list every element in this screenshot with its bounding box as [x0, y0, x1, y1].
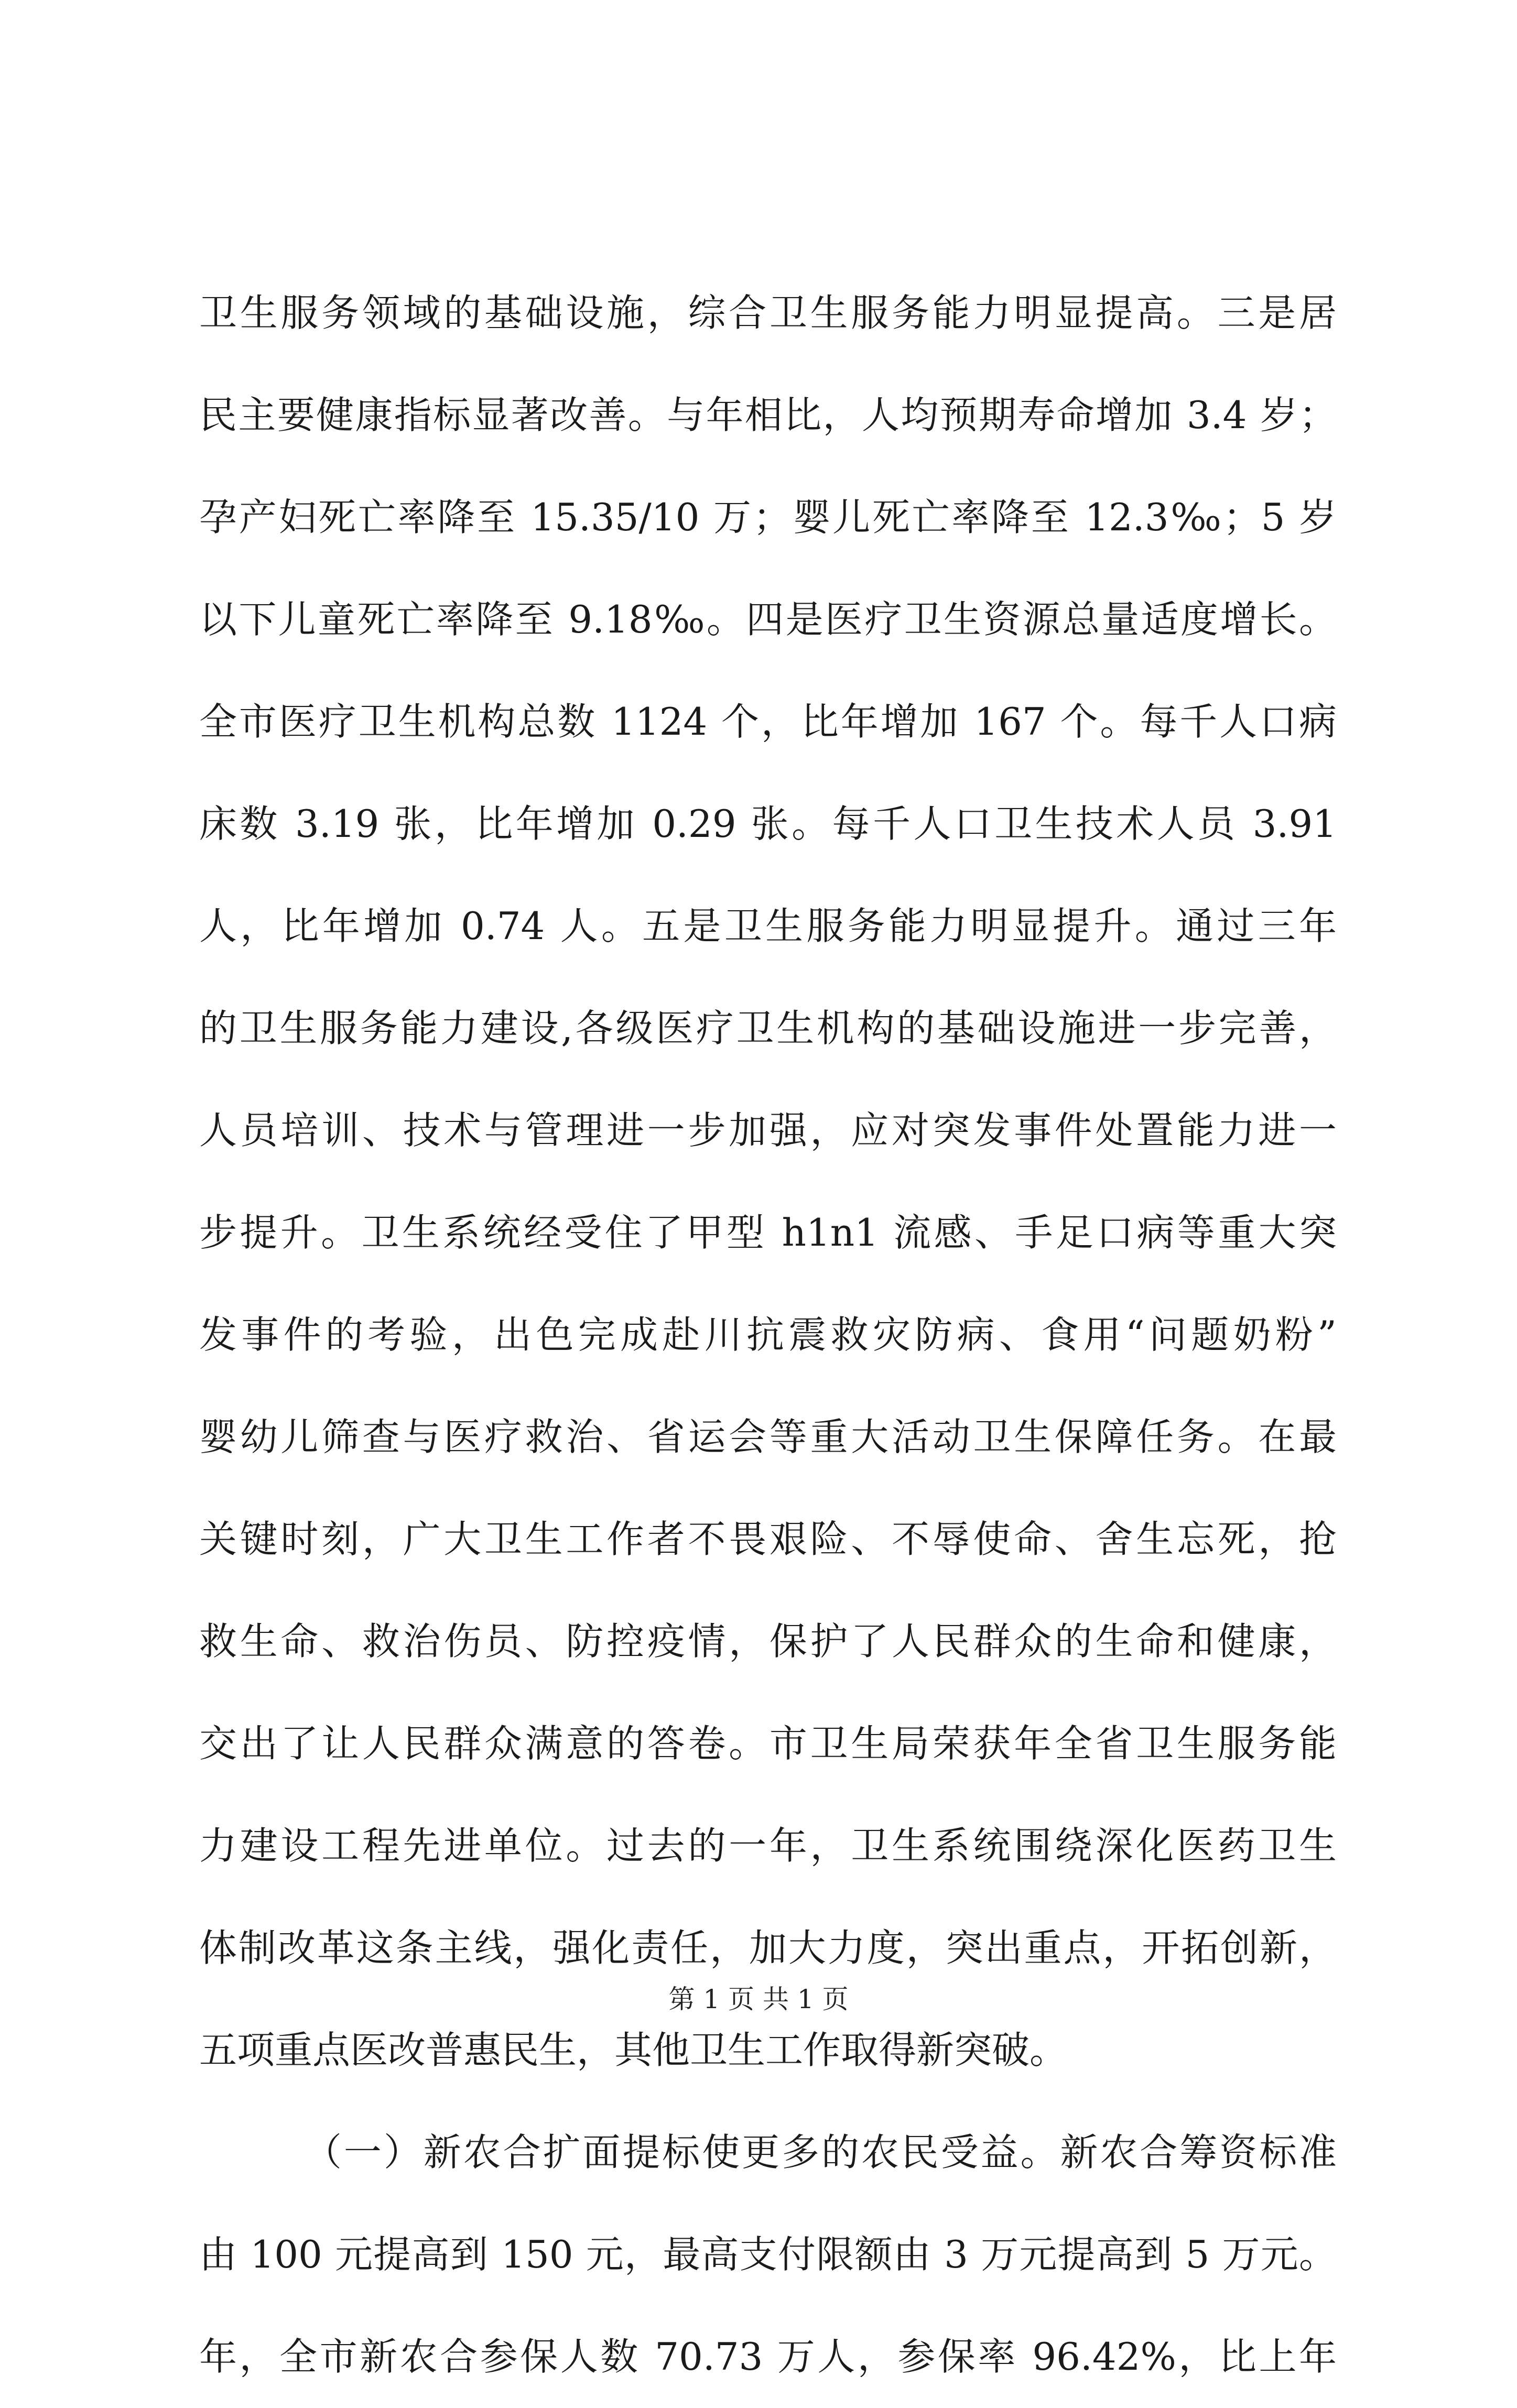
text-line: 卫生服务领域的基础设施，综合卫生服务能力明显提高。三是居: [199, 291, 1337, 335]
text-line: 的卫生服务能力建设,各级医疗卫生机构的基础设施进一步完善，: [199, 1006, 1337, 1050]
text-line: 人，比年增加 0.74 人。五是卫生服务能力明显提升。通过三年: [199, 904, 1337, 948]
text-line: 交出了让人民群众满意的答卷。市卫生局荣获年全省卫生服务能: [199, 1721, 1337, 1766]
text-line-paragraph-start: （一）新农合扩面提标使更多的农民受益。新农合筹资标准: [304, 2130, 1337, 2174]
text-line: 孕产妇死亡率降至 15.35/10 万；婴儿死亡率降至 12.3‰；5 岁: [199, 495, 1337, 539]
text-line: 发事件的考验，出色完成赴川抗震救灾防病、食用“问题奶粉”: [199, 1313, 1337, 1357]
text-line: 关键时刻，广大卫生工作者不畏艰险、不辱使命、舍生忘死，抢: [199, 1517, 1337, 1561]
text-line-paragraph-end: 五项重点医改普惠民生，其他卫生工作取得新突破。: [199, 2028, 1068, 2072]
text-line: 体制改革这条主线，强化责任，加大力度，突出重点，开拓创新，: [199, 1926, 1337, 1970]
text-line: 全市医疗卫生机构总数 1124 个，比年增加 167 个。每千人口病: [199, 700, 1337, 744]
text-line: 步提升。卫生系统经受住了甲型 h1n1 流感、手足口病等重大突: [199, 1211, 1337, 1255]
text-line: 民主要健康指标显著改善。与年相比，人均预期寿命增加 3.4 岁；: [199, 393, 1337, 437]
body-text: [199, 262, 1337, 2408]
text-line: 力建设工程先进单位。过去的一年，卫生系统围绕深化医药卫生: [199, 1824, 1337, 1868]
text-line: 床数 3.19 张，比年增加 0.29 张。每千人口卫生技术人员 3.91: [199, 802, 1337, 846]
text-line: 以下儿童死亡率降至 9.18‰。四是医疗卫生资源总量适度增长。: [199, 597, 1337, 641]
text-line: 人员培训、技术与管理进一步加强，应对突发事件处置能力进一: [199, 1108, 1337, 1152]
page-number-footer: 第 1 页 共 1 页: [668, 1984, 849, 2014]
text-line: 婴幼儿筛查与医疗救治、省运会等重大活动卫生保障任务。在最: [199, 1415, 1337, 1459]
text-line: 救生命、救治伤员、防控疫情，保护了人民群众的生命和健康，: [199, 1619, 1337, 1663]
text-line: 年，全市新农合参保人数 70.73 万人，参保率 96.42%，比上年: [199, 2335, 1337, 2379]
text-line: 由 100 元提高到 150 元，最高支付限额由 3 万元提高到 5 万元。: [199, 2232, 1337, 2276]
